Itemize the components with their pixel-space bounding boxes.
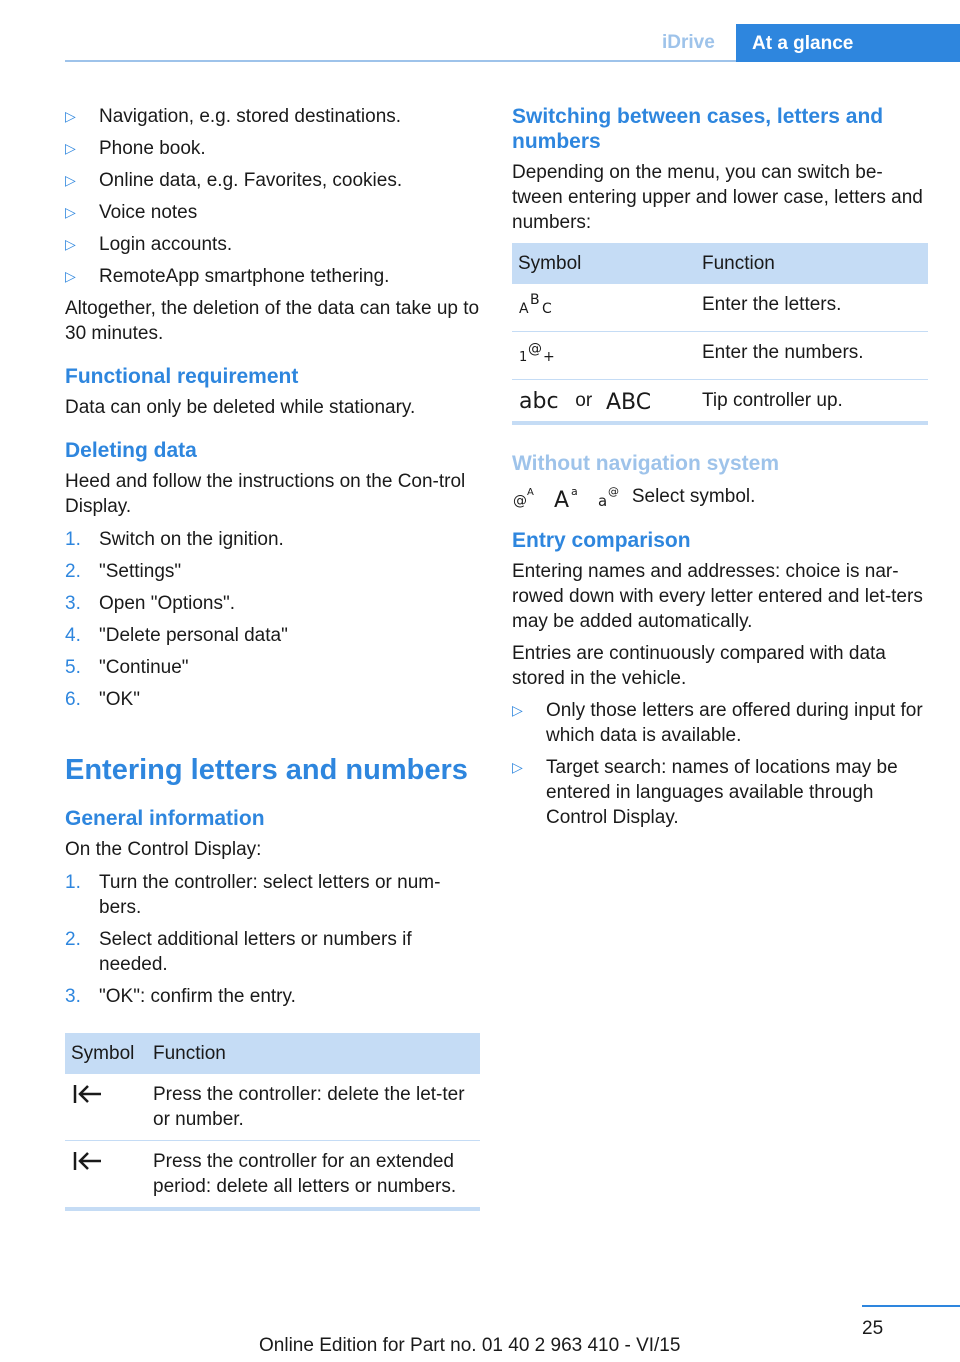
or-label: or: [575, 390, 593, 411]
letters-mode-icon: [518, 292, 558, 316]
table-header-row: [65, 1033, 480, 1074]
table-header-function: Function: [147, 1033, 480, 1074]
list-item: 2. Select additional letters or numbers if needed.: [65, 929, 412, 975]
header-chapter-tab: At a glance: [736, 24, 960, 62]
list-item: ▷ Phone book.: [65, 138, 206, 159]
numbers-mode-icon: [518, 340, 558, 364]
triangle-bullet-icon: ▷: [65, 236, 76, 252]
switching-heading: Switching between cases, letters and numbers: [512, 105, 884, 153]
footer-edition-text: Online Edition for Part no. 01 40 2 963 410 - VI/15: [259, 1335, 681, 1356]
mode-symbol-table: [512, 243, 928, 425]
general-information-text: On the Control Display:: [65, 839, 262, 860]
functional-requirement-heading: Functional requirement: [65, 365, 299, 388]
svg-text:@: @: [528, 341, 542, 357]
entry-comparison-p1: Entering names and addresses: choice is nar‐rowed down with every letter entered and let‐ters may be added automatically.: [512, 561, 923, 632]
svg-text:A: A: [527, 486, 534, 498]
table-cell-function: Tip controller up.: [696, 380, 928, 424]
entry-comparison-p2: Entries are continuously compared with data stored in the vehicle.: [512, 643, 886, 689]
backspace-arrow-icon: [71, 1082, 105, 1106]
table-row: [512, 284, 928, 332]
footer-rule: [862, 1305, 960, 1307]
lowercase-symbol-icon: [597, 485, 623, 509]
list-item: ▷ Login accounts.: [65, 234, 233, 255]
svg-text:a: a: [597, 491, 607, 509]
triangle-bullet-icon: ▷: [65, 172, 76, 188]
svg-text:C: C: [542, 301, 552, 316]
svg-text:A: A: [519, 301, 529, 316]
list-item: 4. "Delete personal data": [65, 625, 288, 646]
svg-text:abc: abc: [519, 388, 559, 413]
delete-data-list: [65, 104, 480, 289]
list-item: 5. "Continue": [65, 657, 189, 678]
case-mode-icon: [553, 485, 583, 509]
list-item: ▷ Navigation, e.g. stored destinations.: [65, 106, 402, 127]
table-header-row: [512, 243, 928, 284]
list-item: 2. "Settings": [65, 561, 182, 582]
list-item: 1. Switch on the ignition.: [65, 529, 284, 550]
backspace-arrow-icon: [71, 1149, 105, 1173]
list-item: 3. Open "Options".: [65, 593, 236, 614]
functional-requirement-text: Data can only be deleted while stationary.: [65, 397, 416, 418]
deleting-data-steps: [65, 527, 480, 712]
svg-text:A: A: [554, 487, 570, 509]
table-cell-function: Press the controller for an extended period: delete all letters or numbers.: [147, 1141, 480, 1210]
triangle-bullet-icon: ▷: [65, 268, 76, 284]
svg-text:+: +: [543, 349, 555, 364]
table-cell-function: Press the controller: delete the let‐ter or number.: [147, 1074, 480, 1141]
table-cell-function: Enter the numbers.: [696, 332, 928, 380]
right-column: [512, 104, 928, 837]
entry-comparison-heading: Entry comparison: [512, 529, 691, 552]
list-item: ▷ Only those letters are offered during input for which data is available.: [512, 700, 923, 746]
list-item: 6. "OK": [65, 689, 140, 710]
table-row: [512, 380, 928, 424]
header-section-label: iDrive: [662, 32, 715, 53]
switching-text: Depending on the menu, you can switch be‐tween entering upper and lower case, letters and numbers:: [512, 162, 923, 233]
svg-text:B: B: [530, 292, 540, 308]
without-navigation-heading: Without navigation system: [512, 452, 780, 475]
general-information-heading: General information: [65, 807, 265, 830]
delete-symbol-table: [65, 1033, 480, 1211]
svg-text:1: 1: [519, 350, 528, 364]
symbol-mode-icon: [512, 485, 538, 509]
uppercase-abc-icon: [605, 389, 655, 413]
svg-text:@: @: [607, 484, 619, 498]
list-item: ▷ Online data, e.g. Favorites, cookies.: [65, 170, 403, 191]
list-item: 3. "OK": confirm the entry.: [65, 986, 296, 1007]
svg-text:a: a: [571, 484, 579, 498]
general-information-steps: [65, 870, 480, 1009]
table-header-symbol: Symbol: [65, 1033, 147, 1074]
list-item: ▷ Target search: names of locations may be entered in languages available through Control Display.: [512, 757, 898, 828]
table-header-function: Function: [696, 243, 928, 284]
entry-comparison-list: [512, 698, 928, 830]
triangle-bullet-icon: ▷: [65, 140, 76, 156]
table-row: [65, 1074, 480, 1141]
triangle-bullet-icon: ▷: [512, 759, 523, 775]
svg-text:ABC: ABC: [606, 389, 652, 413]
triangle-bullet-icon: ▷: [65, 108, 76, 124]
deleting-data-heading: Deleting data: [65, 439, 197, 462]
deletion-duration-note: Altogether, the deletion of the data can take up to 30 minutes.: [65, 298, 480, 344]
table-row: [65, 1141, 480, 1210]
triangle-bullet-icon: ▷: [512, 702, 523, 718]
list-item: 1. Turn the controller: select letters or num‐bers.: [65, 872, 441, 918]
left-column: [65, 104, 480, 1211]
table-cell-function: Enter the letters.: [696, 284, 928, 332]
select-symbol-line: [512, 484, 928, 510]
list-item: ▷ RemoteApp smartphone tethering.: [65, 266, 390, 287]
table-header-symbol: Symbol: [512, 243, 696, 284]
list-item: ▷ Voice notes: [65, 202, 198, 223]
triangle-bullet-icon: ▷: [65, 204, 76, 220]
select-symbol-text: Select symbol.: [631, 486, 756, 507]
chapter-title: Entering letters and numbers: [65, 754, 468, 786]
deleting-data-text: Heed and follow the instructions on the Con‐trol Display.: [65, 471, 466, 517]
page-number: 25: [862, 1318, 884, 1339]
table-row: [512, 332, 928, 380]
svg-text:@: @: [513, 492, 527, 509]
lowercase-abc-icon: [518, 389, 562, 413]
